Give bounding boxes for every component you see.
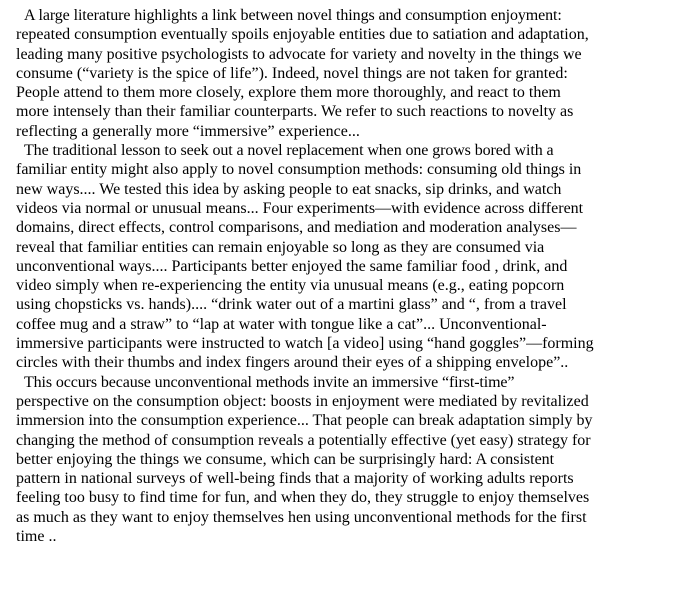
- text-line: new ways.... We tested this idea by asking people to eat snacks, sip drinks, and watch: [16, 180, 562, 198]
- text-line: reflecting a generally more “immersive” experience...: [16, 122, 360, 140]
- text-line: better enjoying the things we consume, which can be surprisingly hard: A consistent: [16, 450, 555, 468]
- paragraph-2: [8, 141, 670, 373]
- text-line: immersive participants were instructed to watch [a video] using “hand goggles”—forming: [16, 335, 594, 353]
- text-line: consume (“variety is the spice of life”). Indeed, novel things are not taken for granted:: [16, 64, 568, 82]
- paragraph-1: [8, 6, 670, 141]
- text-line: reveal that familiar entities can remain enjoyable so long as they are consumed via: [16, 238, 545, 256]
- text-line: as much as they want to enjoy themselves hen using unconventional methods for the first: [16, 508, 587, 526]
- text-line: The traditional lesson to seek out a novel replacement when one grows bored with a: [24, 142, 554, 160]
- text-line: People attend to them more closely, explore them more thoroughly, and react to them: [16, 84, 561, 102]
- text-line: feeling too busy to find time for fun, and when they do, they struggle to enjoy themselves: [16, 489, 590, 507]
- text-line: unconventional ways.... Participants better enjoyed the same familiar food , drink, and: [16, 257, 568, 275]
- text-line: perspective on the consumption object: boosts in enjoyment were mediated by revitalized: [16, 392, 589, 410]
- text-line: leading many positive psychologists to advocate for variety and novelty in the things we: [16, 45, 582, 63]
- text-line: using chopsticks vs. hands).... “drink water out of a martini glass” and “, from a travel: [16, 296, 567, 314]
- text-line: coffee mug and a straw” to “lap at water with tongue like a cat”... Unconventional-: [16, 315, 547, 333]
- text-line: video simply when re-experiencing the entity via unusual means (e.g., eating popcorn: [16, 277, 565, 295]
- text-line: more intensely than their familiar counterparts. We refer to such reactions to novelty as: [16, 103, 574, 121]
- text-line: This occurs because unconventional methods invite an immersive “first-time”: [24, 373, 515, 391]
- text-line: domains, direct effects, control comparisons, and mediation and moderation analyses—: [16, 219, 577, 237]
- text-line: time ..: [16, 528, 57, 546]
- text-line: videos via normal or unusual means... Four experiments—with evidence across different: [16, 199, 584, 217]
- text-line: pattern in national surveys of well-being finds that a majority of working adults reports: [16, 470, 574, 488]
- text-line: A large literature highlights a link between novel things and consumption enjoyment:: [24, 7, 562, 24]
- text-line: repeated consumption eventually spoils enjoyable entities due to satiation and adaptation,: [16, 26, 589, 44]
- text-line: immersion into the consumption experience... That people can break adaptation simply by: [16, 412, 593, 430]
- paragraph-3: [8, 373, 670, 547]
- text-line: familiar entity might also apply to novel consumption methods: consuming old things in: [16, 161, 582, 179]
- text-line: circles with their thumbs and index fingers around their eyes of a shipping envelope”..: [16, 354, 569, 372]
- text-line: changing the method of consumption reveals a potentially effective (yet easy) strategy for: [16, 431, 591, 449]
